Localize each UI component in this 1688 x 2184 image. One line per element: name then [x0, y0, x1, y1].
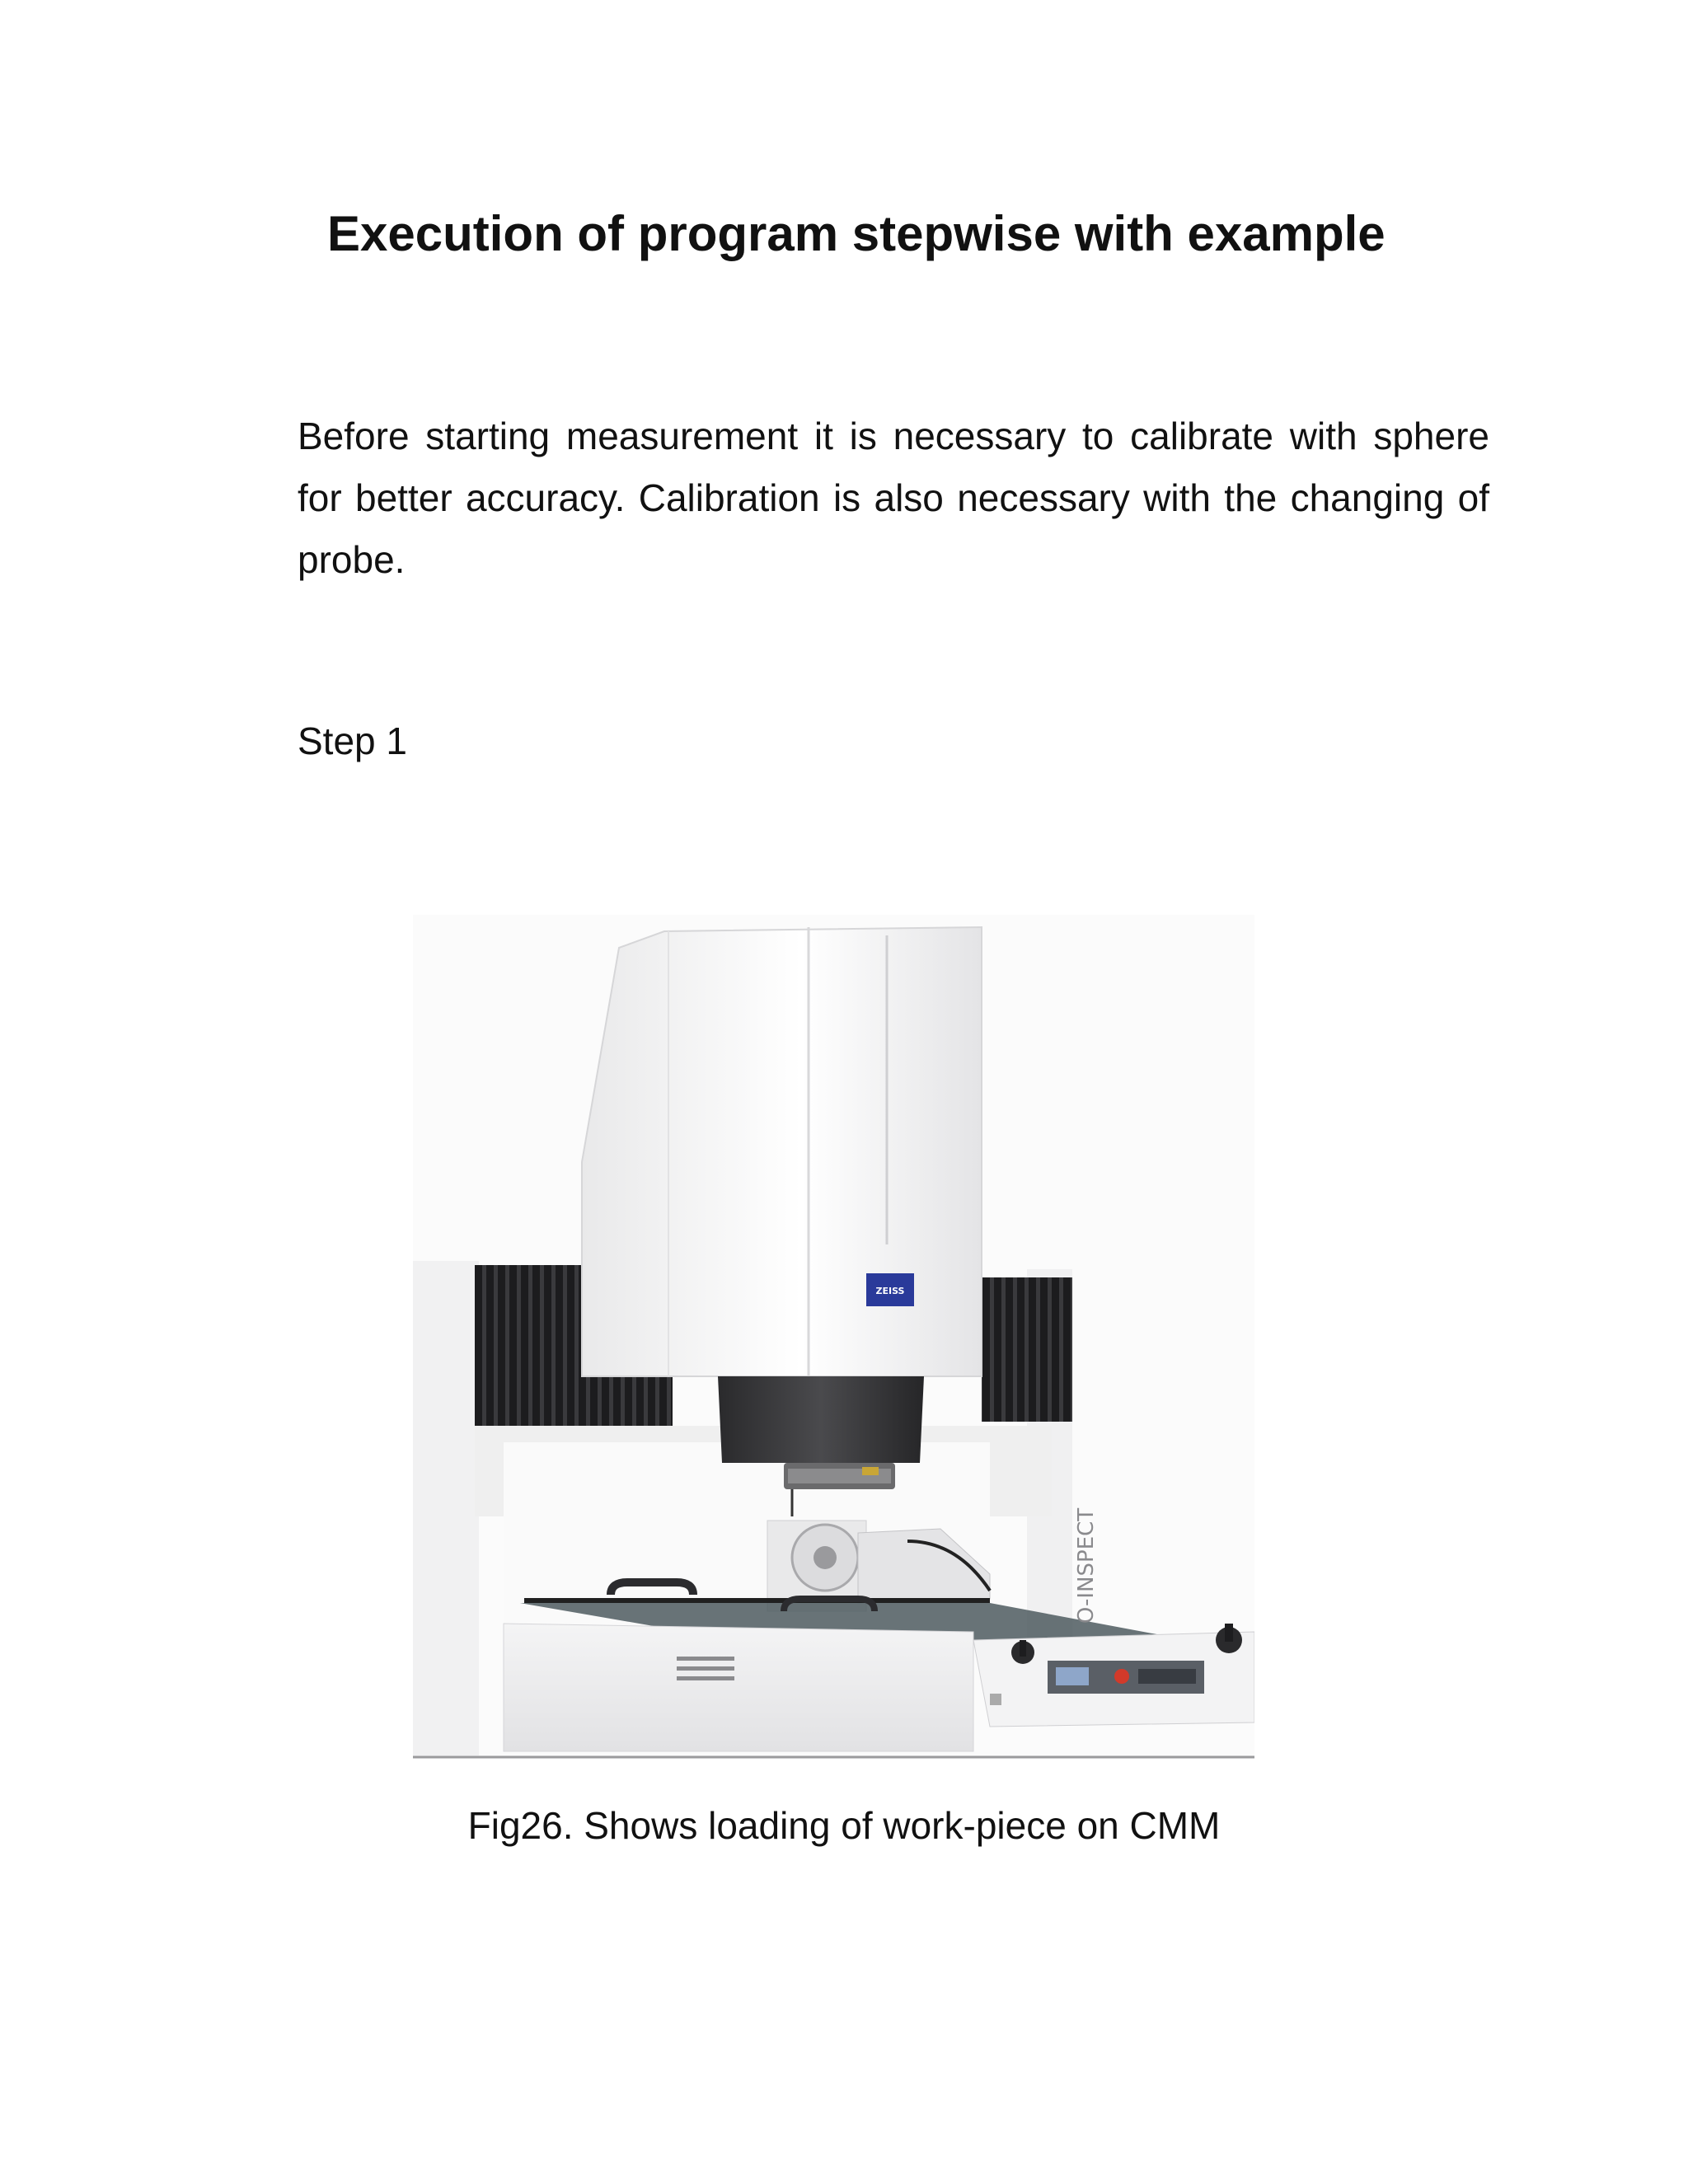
page-title: Execution of program stepwise with example — [327, 206, 1386, 261]
figure-caption: Fig26. Shows loading of work-piece on CMM — [467, 1804, 1221, 1847]
cmm-machine-figure — [413, 915, 1254, 1759]
machine-side-label: O-INSPECT — [1074, 1507, 1099, 1624]
zeiss-logo-text: ZEISS — [875, 1286, 905, 1296]
cmm-machine-illustration — [413, 915, 1254, 1759]
intro-paragraph: Before starting measurement it is necessary to calibrate with sphere for better accuracy. Calibration is also necessary with the changing of probe. — [298, 415, 1489, 581]
step-label: Step 1 — [298, 719, 407, 762]
